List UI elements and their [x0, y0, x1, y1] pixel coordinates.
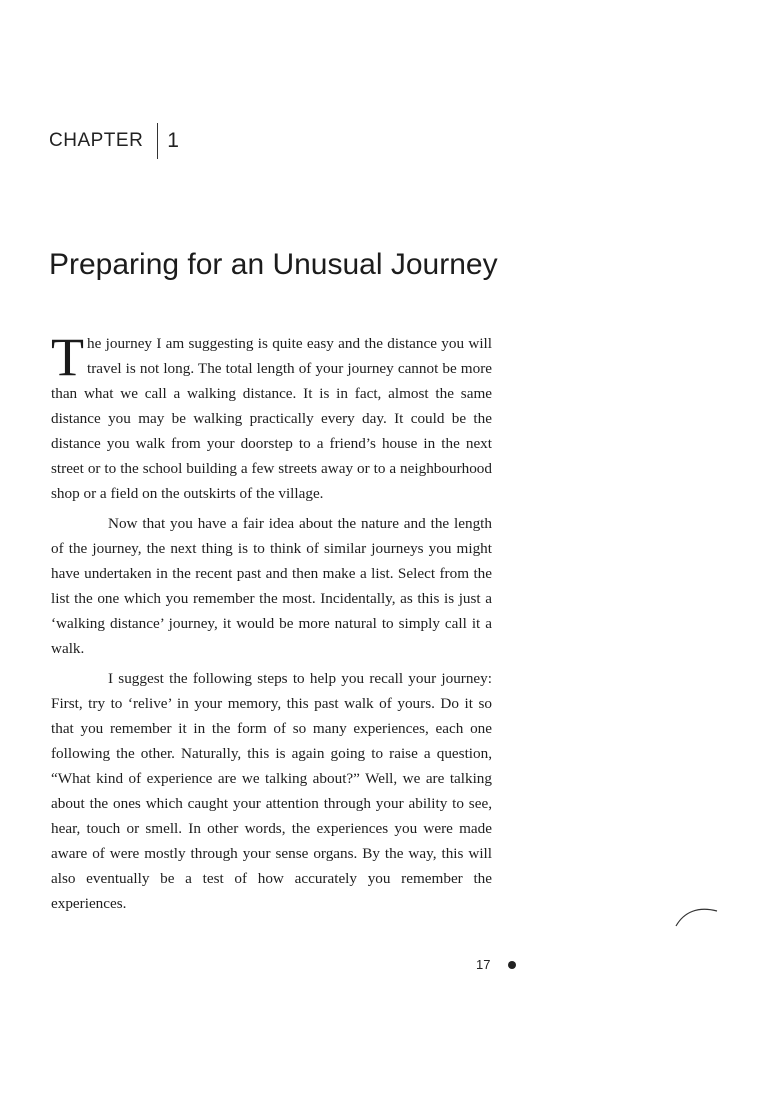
page-number: 17 — [476, 957, 491, 972]
chapter-header — [49, 122, 179, 160]
chapter-label: CHAPTER — [49, 130, 144, 151]
drop-cap: T — [51, 327, 84, 387]
chapter-number: 1 — [167, 129, 179, 152]
paragraph-1 — [51, 327, 492, 506]
paragraph-1-text: he journey I am suggesting is quite easy and the distance you will travel is not long. The total length of your journey cannot be more than what we call a walking distance. It is in fact, almost the same distance you may be walking practically every day. It could be the distance you walk from your doorstep to a friend’s house in the next street or to the school building a few streets away or to a neighbourhood shop or a field on the outskirts of the village. — [51, 335, 492, 502]
chapter-divider — [157, 123, 158, 159]
paragraph-3: I suggest the following steps to help you recall your journey: First, try to ‘relive’ in your memory, this past walk of yours. Do it so that you remember it in the form of so many experiences, each one following the other. Naturally, this is again going to raise a question, “What kind of experience are we talking about?” Well, we are talking about the ones which caught your attention through your ability to see, hear, touch or smell. In other words, the experiences you were made aware of were mostly through your sense organs. By the way, this will also eventually be a test of how accurately you remember the experiences. — [51, 670, 492, 912]
chapter-title: Preparing for an Unusual Journey — [49, 248, 498, 281]
page-footer — [476, 957, 516, 972]
paragraph-2: Now that you have a fair idea about the nature and the length of the journey, the next thing is to think of similar journeys you might have undertaken in the recent past and then make a list. Select from the list the one which you remember the most. Incidentally, as this is just a ‘walking distance’ journey, it would be more natural to simply call it a walk. — [51, 515, 492, 657]
body-text — [51, 327, 492, 921]
pencil-mark-icon — [672, 900, 722, 930]
bullet-icon — [508, 961, 516, 969]
